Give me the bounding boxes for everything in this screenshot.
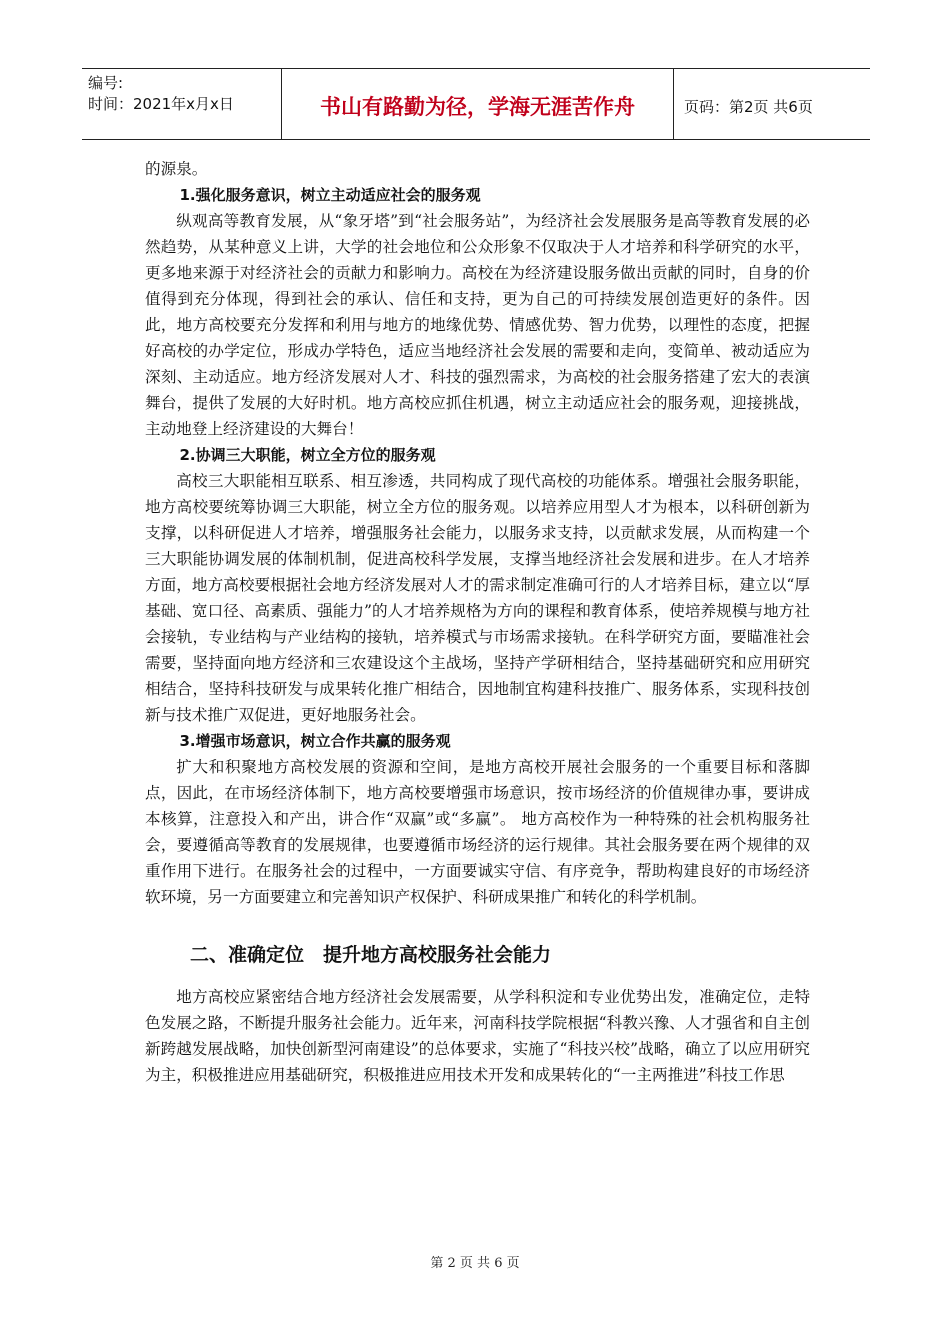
paragraph-continuation: 的源泉。 [145, 160, 208, 178]
header-motto: 书山有路勤为径，学海无涯苦作舟 [282, 69, 674, 139]
paragraph-2: 高校三大职能相互联系、相互渗透，共同构成了现代高校的功能体系。增强社会服务职能，地方高校要统筹协调三大职能，树立全方位的服务观。以培养应用型人才为根本，以科研创新为支撑，以科研促进人才培养，增强服务社会能力，以服务求支持，以贡献求发展，从而构建一个三大职能协调发展的体制机制，促进高校科学发展，支撑当地经济社会发展和进步。在人才培养方面，地方高校要根据社会地方经济发展对人才的需求制定准确可行的人才培养目标，建立以“厚基础、宽口径、高素质、强能力”的人才培养规格为方向的课程和教育体系，使培养规模与地方社会接轨，专业结构与产业结构的接轨，培养模式与市场需求接轨。在科学研究方面，要瞄准社会需要，坚持面向地方经济和三农建设这个主战场，坚持产学研相结合，坚持基础研究和应用研究相结合，坚持科技研发与成果转化推广相结合，因地制宜构建科技推广、服务体系，实现科技创新与技术推广双促进，更好地服务社会。 [145, 472, 810, 724]
page-header [82, 68, 870, 140]
header-meta-cell [82, 69, 282, 139]
paragraph-1: 纵观高等教育发展，从“象牙塔”到“社会服务站”，为经济社会发展服务是高等教育发展的必然趋势，从某种意义上讲，大学的社会地位和公众形象不仅取决于人才培养和科学研究的水平，更多地来源于对经济社会的贡献力和影响力。高校在为经济建设服务做出贡献的同时，自身的价值得到充分体现，得到社会的承认、信任和支持，更为自己的可持续发展创造更好的条件。因此，地方高校要充分发挥和利用与地方的地缘优势、情感优势、智力优势，以理性的态度，把握好高校的办学定位，形成办学特色，适应当地经济社会发展的需要和走向，变简单、被动适应为深刻、主动适应。地方经济发展对人才、科技的强烈需求，为高校的社会服务搭建了宏大的表演舞台，提供了发展的大好时机。地方高校应抓住机遇，树立主动适应社会的服务观，迎接挑战，主动地登上经济建设的大舞台！ [145, 212, 810, 438]
subheading-2: 2.协调三大职能，树立全方位的服务观 [179, 446, 436, 464]
document-body [145, 156, 810, 1088]
subheading-1: 1.强化服务意识，树立主动适应社会的服务观 [179, 186, 481, 204]
time-label: 时间：2021年x月x日 [88, 95, 234, 113]
number-label: 编号: [88, 74, 124, 92]
header-page-info: 页码：第2页 共6页 [684, 97, 813, 116]
section-title: 二、准确定位 提升地方高校服务社会能力 [190, 944, 552, 966]
paragraph-3: 扩大和积聚地方高校发展的资源和空间，是地方高校开展社会服务的一个重要目标和落脚点，因此，在市场经济体制下，地方高校要增强市场意识，按市场经济的价值规律办事，要讲成本核算，注意投入和产出，讲合作“双赢”或“多赢”。 地方高校作为一种特殊的社会机构服务社会，要遵循高等教育的发展规律，也要遵循市场经济的运行规律。其社会服务要在两个规律的双重作用下进行。在服务社会的过程中，一方面要诚实守信、有序竞争，帮助构建良好的市场经济软环境，另一方面要建立和完善知识产权保护、科研成果推广和转化的科学机制。 [145, 758, 810, 906]
page-footer: 第 2 页 共 6 页 [430, 1256, 520, 1271]
subheading-3: 3.增强市场意识，树立合作共赢的服务观 [179, 732, 451, 750]
paragraph-4: 地方高校应紧密结合地方经济社会发展需要，从学科积淀和专业优势出发，准确定位，走特色发展之路，不断提升服务社会能力。近年来，河南科技学院根据“科教兴豫、人才强省和自主创新跨越发展战略，加快创新型河南建设”的总体要求，实施了“科技兴校”战略，确立了以应用研究为主，积极推进应用基础研究，积极推进应用技术开发和成果转化的“一主两推进”科技工作思 [145, 988, 810, 1084]
